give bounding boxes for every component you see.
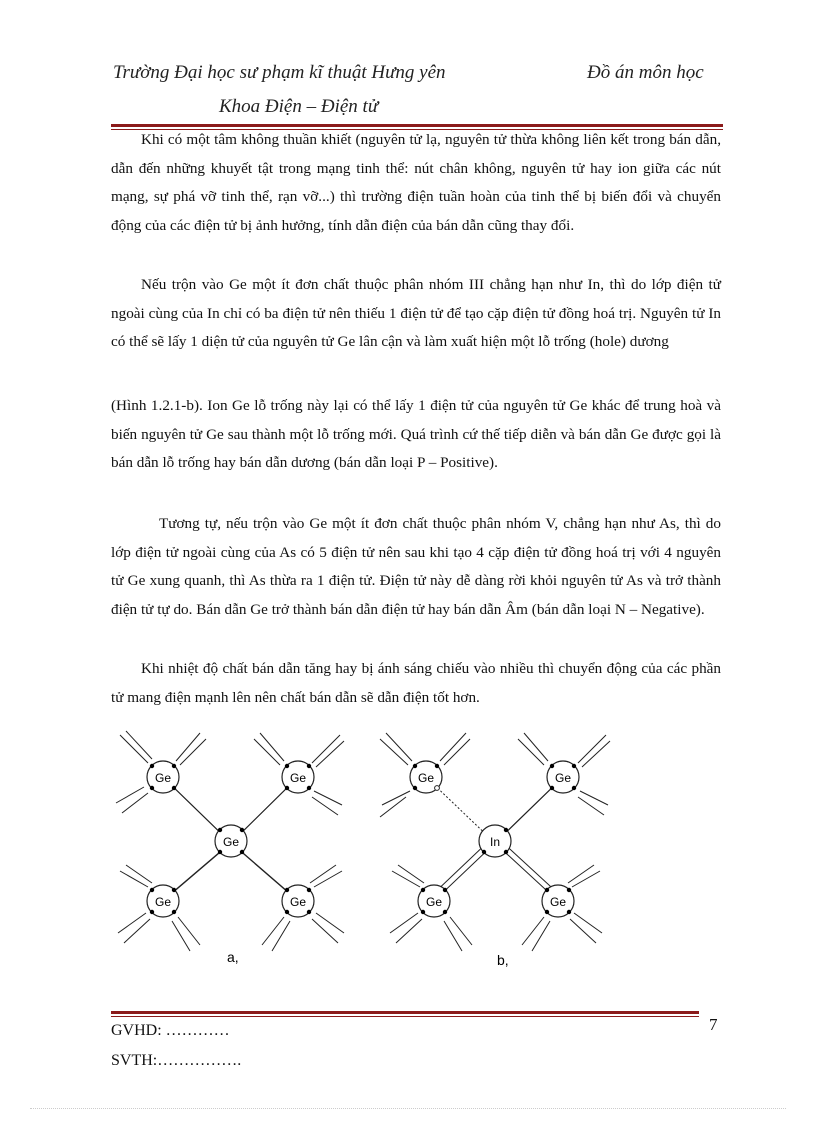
- svg-text:Ge: Ge: [549, 895, 567, 909]
- electron-dots: [150, 764, 576, 914]
- svg-text:Ge: Ge: [417, 771, 435, 785]
- paragraph-1: Khi có một tâm không thuần khiết (nguyên tử lạ, nguyên tử thừa không liên kết trong bán dẫn, dẫn đến những khuyết tật trong mạng tinh thể: nút chân không, nguyên tử hay ion giữa các nút mạng, sự phá vỡ tinh thể, rạn vỡ...) thì trường điện tuần hoàn của tinh thể bị biến đổi và chuyển động của các điện tử bị ảnh hưởng, tính dẫn điện của bán dẫn cũng thay đổi.: [111, 131, 721, 234]
- header-faculty: Khoa Điện – Điện tử: [219, 96, 379, 117]
- header-subject: Đồ án môn học: [587, 62, 704, 83]
- svg-text:In: In: [489, 835, 501, 849]
- page-bottom-divider: [30, 1108, 786, 1109]
- svg-text:Ge: Ge: [154, 895, 172, 909]
- footer-gvhd: GVHD: …………: [111, 1022, 230, 1039]
- svg-text:Ge: Ge: [154, 771, 172, 785]
- label-b: b,: [497, 952, 509, 968]
- svg-text:Ge: Ge: [289, 895, 307, 909]
- hole-marker: [435, 786, 440, 791]
- header-school: Trường Đại học sư phạm kĩ thuật Hưng yên: [113, 62, 446, 83]
- footer-rule: [111, 1011, 699, 1014]
- footer-rule-thin: [111, 1016, 699, 1017]
- paragraph-3: (Hình 1.2.1-b). Ion Ge lỗ trống này lại có thể lấy 1 điện tử của nguyên tử Ge khác để trung hoà và biến nguyên tử Ge sau thành một lỗ trống mới. Quá trình cứ thế tiếp diễn và bán dẫn Ge được gọi là bán dẫn lỗ trống hay bán dẫn dương (bán dẫn loại P – Positive).: [111, 397, 721, 471]
- label-a: a,: [227, 949, 239, 965]
- svg-text:Ge: Ge: [289, 771, 307, 785]
- svg-text:Ge: Ge: [425, 895, 443, 909]
- paragraph-5: Khi nhiệt độ chất bán dẫn tăng hay bị ánh sáng chiếu vào nhiều thì chuyển động của các phần tử mang điện mạnh lên nên chất bán dẫn sẽ dẫn điện tốt hơn.: [111, 660, 721, 706]
- page-number: 7: [709, 1015, 718, 1034]
- paragraph-4: Tương tự, nếu trộn vào Ge một ít đơn chất thuộc phân nhóm V, chẳng hạn như As, thì do lớp điện tử ngoài cùng của As có 5 điện tử nên sau khi tạo 4 cặp điện tử đồng hoá trị với 4 nguyên tử Ge xung quanh, thì As thừa ra 1 điện tử. Điện tử này dễ dàng rời khỏi nguyên tử As và trở thành điện tử tự do. Bán dẫn Ge trở thành bán dẫn điện tử hay bán dẫn Âm (bán dẫn loại N – Negative).: [111, 515, 721, 618]
- lattice-figure: [108, 725, 628, 975]
- footer-svth: SVTH:…………….: [111, 1052, 242, 1069]
- lattice-diagram: [108, 725, 628, 975]
- svg-text:Ge: Ge: [554, 771, 572, 785]
- svg-text:Ge: Ge: [222, 835, 240, 849]
- paragraph-2: Nếu trộn vào Ge một ít đơn chất thuộc phân nhóm III chẳng hạn như In, thì do lớp điện tử ngoài cùng của In chỉ có ba điện tử nên thiếu 1 điện tử để tạo cặp điện tử đồng hoá trị. Nguyên tử In có thể sẽ lấy 1 diện tử của nguyên tử Ge lân cận và làm xuất hiện một lỗ trống (hole) dương: [111, 276, 721, 350]
